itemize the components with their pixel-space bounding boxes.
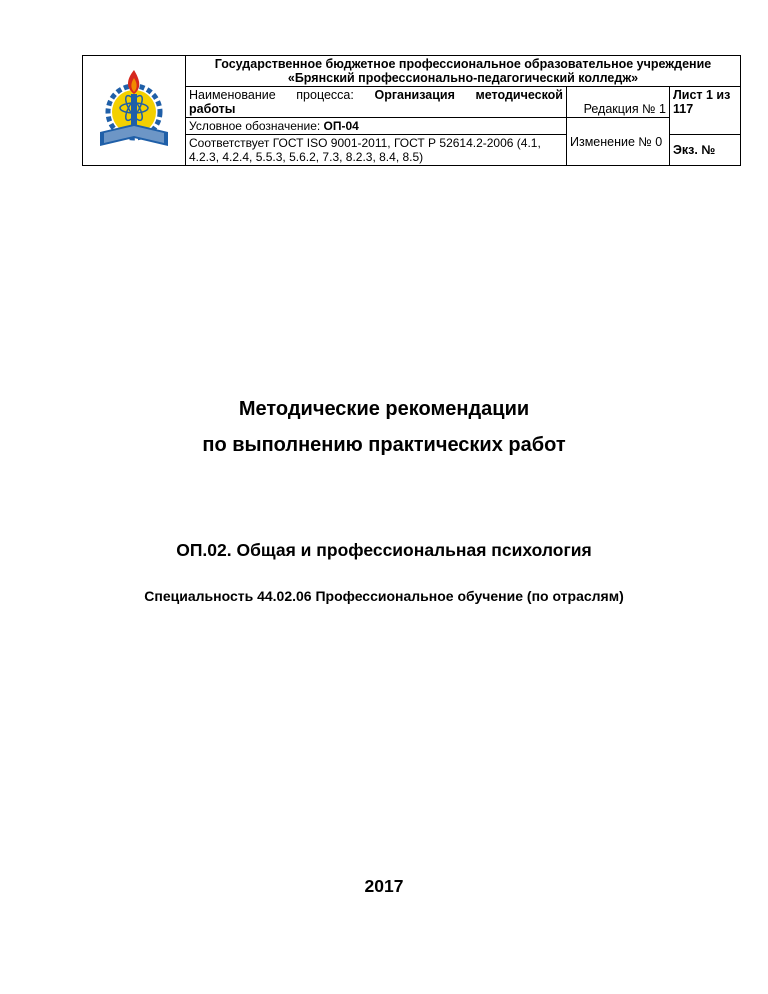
change-cell [567, 118, 670, 166]
document-year: 2017 [364, 876, 404, 896]
copy-cell [670, 135, 741, 166]
document-title-line-1: Методические рекомендации [238, 398, 530, 420]
college-emblem-icon [96, 66, 172, 152]
copy-number: Экз. № [673, 143, 716, 157]
sheet-number: Лист 1 из 117 [673, 88, 731, 116]
designation-label: Условное обозначение: [189, 119, 321, 133]
designation-cell [186, 118, 567, 135]
compliance-text: Соответствует ГОСТ ISO 9001-2011, ГОСТ Р 52614.2-2006 (4.1, 4.2.3, 4.2.4, 5.5.3, 5.6.2, 7.3, 8.2.3, 8.4, 8.5) [189, 136, 541, 164]
revision-cell [567, 87, 670, 118]
process-name-part2: работы [189, 102, 236, 116]
specialty-line: Специальность 44.02.06 Профессиональное обучение (по отраслям) [144, 588, 624, 604]
organization-line-2: «Брянский профессионально-педагогический колледж» [287, 71, 639, 85]
process-name-part1: Организация методической [374, 88, 563, 102]
organization-line-1: Государственное бюджетное профессиональное образовательное учреждение [214, 57, 712, 71]
change-number: Изменение № 0 [570, 134, 663, 149]
document-title-line-2: по выполнению практических работ [202, 434, 566, 456]
process-name-line-1 [189, 88, 563, 102]
subject-title: ОП.02. Общая и профессиональная психология [176, 540, 592, 560]
process-label: Наименование процесса: [189, 88, 354, 102]
process-name-cell [186, 87, 567, 118]
logo-cell [83, 56, 186, 166]
sheet-cell [670, 87, 741, 135]
document-header-table [82, 55, 741, 166]
designation-value: ОП-04 [323, 119, 359, 133]
revision-number: Редакция № 1 [583, 102, 666, 116]
compliance-cell [186, 135, 567, 166]
organization-name [186, 56, 741, 87]
